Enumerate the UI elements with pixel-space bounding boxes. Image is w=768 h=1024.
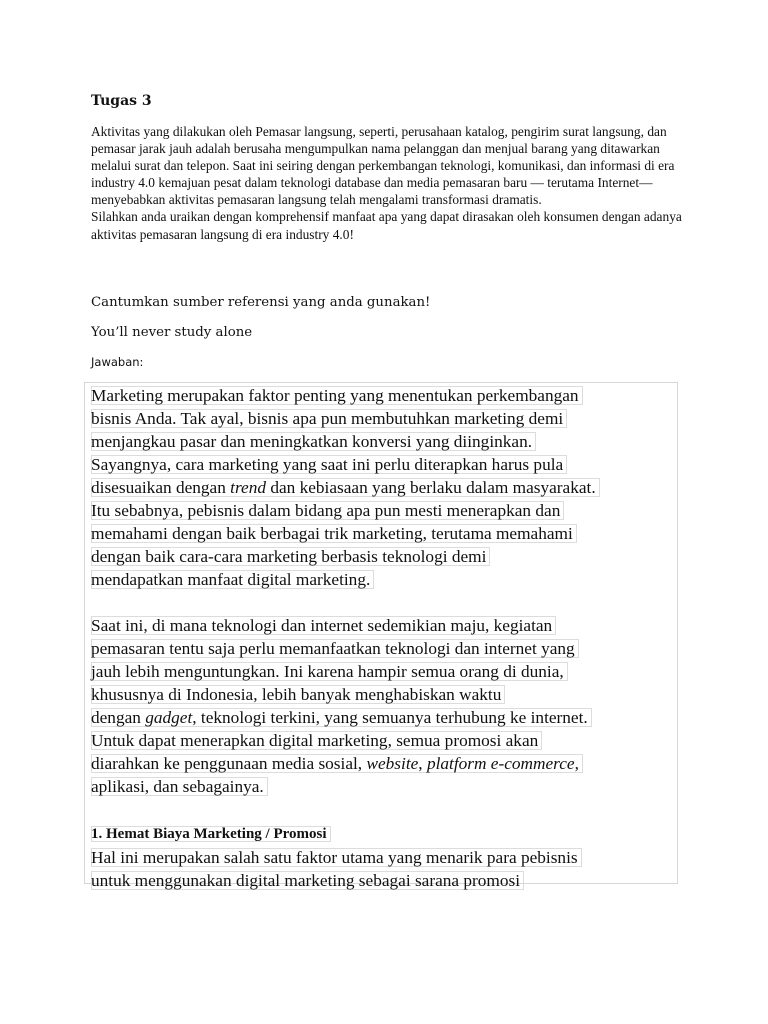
answer-line: menjangkau pasar dan meningkatkan konversi yang diinginkan. — [91, 432, 536, 451]
answer-text: , — [574, 754, 579, 773]
answer-text: diarahkan ke penggunaan media sosial, — [91, 754, 367, 773]
paragraph-gap — [91, 591, 681, 614]
answer-line-mixed — [91, 754, 583, 773]
answer-line: untuk menggunakan digital marketing sebagai sarana promosi — [91, 871, 524, 890]
answer-line-mixed — [91, 708, 592, 727]
section-heading: 1. Hemat Biaya Marketing / Promosi — [91, 826, 331, 842]
answer-line: dengan baik cara-cara marketing berbasis teknologi demi — [91, 547, 490, 566]
answer-text: disesuaikan dengan — [91, 478, 231, 497]
answer-line: aplikasi, dan sebagainya. — [91, 777, 268, 796]
answer-line: Saat ini, di mana teknologi dan internet sedemikian maju, kegiatan — [91, 616, 556, 635]
answer-italic-term: gadget — [145, 708, 193, 727]
answer-line: Hal ini merupakan salah satu faktor utama yang menarik para pebisnis — [91, 848, 582, 867]
answer-line: Marketing merupakan faktor penting yang menentukan perkembangan — [91, 386, 583, 405]
paragraph-gap — [91, 798, 681, 821]
instruction-paragraph-2: Silahkan anda uraikan dengan komprehensif manfaat apa yang dapat dirasakan oleh konsumen dengan adanya aktivitas pemasaran langsung di era industry 4.0! — [91, 209, 682, 242]
motto-text: You’ll never study alone — [91, 325, 253, 340]
answer-text: dan kebiasaan yang berlaku dalam masyarakat. — [266, 478, 596, 497]
answer-body — [91, 384, 681, 892]
answer-text: dengan — [91, 708, 146, 727]
answer-italic-term: platform e-commerce — [426, 754, 575, 773]
answer-text: , teknologi terkini, yang semuanya terhubung ke internet. — [192, 708, 588, 727]
answer-text: , — [418, 754, 427, 773]
answer-italic-term: trend — [230, 478, 267, 497]
assignment-instructions — [91, 123, 691, 243]
answer-line: Itu sebabnya, pebisnis dalam bidang apa pun mesti menerapkan dan — [91, 501, 564, 520]
reference-note: Cantumkan sumber referensi yang anda gunakan! — [91, 295, 431, 310]
answer-line: khususnya di Indonesia, lebih banyak menghabiskan waktu — [91, 685, 505, 704]
answer-line: mendapatkan manfaat digital marketing. — [91, 570, 374, 589]
answer-line: memahami dengan baik berbagai trik marketing, terutama memahami — [91, 524, 577, 543]
answer-label: Jawaban: — [91, 355, 144, 369]
answer-line: Untuk dapat menerapkan digital marketing, semua promosi akan — [91, 731, 542, 750]
answer-line: pemasaran tentu saja perlu memanfaatkan teknologi dan internet yang — [91, 639, 579, 658]
answer-line: bisnis Anda. Tak ayal, bisnis apa pun membutuhkan marketing demi — [91, 409, 567, 428]
answer-line: Sayangnya, cara marketing yang saat ini perlu diterapkan harus pula — [91, 455, 567, 474]
answer-line-mixed — [91, 478, 600, 497]
assignment-title: Tugas 3 — [91, 93, 152, 109]
instruction-paragraph-1: Aktivitas yang dilakukan oleh Pemasar langsung, seperti, perusahaan katalog, pengirim surat langsung, dan pemasar jarak jauh adalah berusaha mengumpulkan nama pelanggan dan menjual barang yang ditawarkan melalui surat dan telepon. Saat ini seiring dengan perkembangan teknologi, komunikasi, dan informasi di era industry 4.0 kemajuan pesat dalam teknologi database dan media pemasaran baru — terutama Internet— menyebabkan aktivitas pemasaran langsung telah mengalami transformasi dramatis. — [91, 124, 675, 208]
answer-line: jauh lebih menguntungkan. Ini karena hampir semua orang di dunia, — [91, 662, 568, 681]
answer-italic-term: website — [366, 754, 419, 773]
